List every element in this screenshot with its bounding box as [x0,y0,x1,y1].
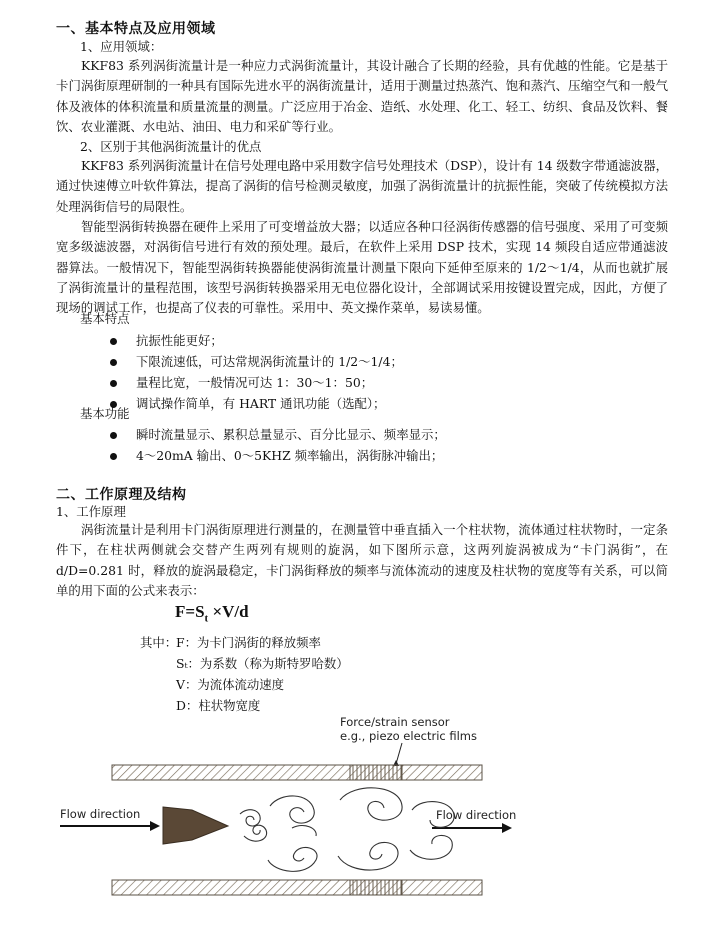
flow-arrow-left-head [150,821,160,831]
strain-sensor-bottom [350,880,402,895]
flow-arrow-right-head [502,823,512,833]
section1-para3: 智能型涡街转换器在硬件上采用了可变增益放大器；以适应各种口径涡街传感器的信号强度、采用了可变频宽多级滤波器，对涡街信号进行有效的预处理。最后，在软件上采用 DSP 技术，实现 14 频段自适应带通滤波器算法。一般情况下，智能型涡街转换器能使涡街流量计测量下限向下延伸至原来的 1/2～1/4，从而也就扩展了涡街流量计的量程范围，该型号涡街转换器采用无电位器化设计，全部调试采用按键设置完成，因此，方便了现场的调试工作，也提高了仪表的可靠性。采用中、英文操作菜单，易读易懂。 [56,219,668,316]
section1-para2: KKF83 系列涡街流量计在信号处理电路中采用数字信号处理技术（DSP），设计有 14 级数字带通滤波器，通过快速傅立叶软件算法，提高了涡街的信号检测灵敏度，加强了涡街流量计的抗振性能，突破了传统模拟方法处理涡街信号的局限性。 [56,158,668,214]
section1-para1: KKF83 系列涡街流量计是一种应力式涡街流量计，其设计融合了长期的经验，具有优越的性能。它是基于卡门涡街原理研制的一种具有国际先进水平的涡街流量计，适用于测量过热蒸汽、饱和蒸汽、压缩空气和一般气体及液体的体积流量和质量流量的测量。广泛应用于冶金、造纸、水处理、化工、轻工、纺织、食品及饮料、餐饮、农业灌溉、水电站、油田、电力和采矿等行业。 [56,58,668,134]
vortex [270,796,314,823]
section2-title: 二、工作原理及结构 [56,487,187,503]
bullet-icon [110,453,117,460]
section2-sub1: 1、工作原理 [56,504,126,519]
sensor-pointer [396,743,402,764]
vortex [240,810,260,826]
bullet-icon [110,380,117,387]
formula: $F=S_t \times V/d$ [175,602,249,625]
section2-para1: 涡街流量计是利用卡门涡街原理进行测量的，在测量管中垂直插入一个柱状物，流体通过柱状物时，一定条件下，在柱状两侧就会交替产生两列有规则的旋涡，如下图所示意，这两列旋涡被成为“卡门涡街”，在 d/D=0.281 时，释放的旋涡最稳定，卡门涡街释放的频率与流体流动的速度及柱状物的宽度等有关系，可以简单的用下面的公式来表示： [56,522,668,598]
definition-f: F：为卡门涡街的释放频率 [176,635,321,650]
karman-vortex-diagram [0,710,710,932]
vortex [268,847,317,871]
features-title: 基本特点 [80,311,130,326]
pipe-wall-top [112,765,482,780]
definition-st: Sₜ：为系数（称为斯特罗哈数） [176,656,349,671]
bullet-icon [110,432,117,439]
bullet-icon [110,359,117,366]
section1-sub1: 1、应用领域： [80,39,163,54]
vortex-street [240,788,454,872]
document-page: 一、基本特点及应用领域 1、应用领域： KKF83 系列涡街流量计是一种应力式涡街流量计，其设计融合了长期的经验，具有优越的性能。它是基于卡门涡街原理研制的一种具有国际先进水平的涡街流量计，适用于测量过热蒸汽、饱和蒸汽、压缩空气和一般气体及液体的体积流量和质量流量的测量。广泛应用于冶金、造纸、水处理、化工、轻工、纺织、食品及饮料、餐饮、农业灌溉、水电站、油田、电力和采矿等行业。 2、区别于其他涡街流量计的优点 KKF83 系列涡街流量计在信号处理电路中采用数字信号处理技术（DSP），设计有 14 级数字带通滤波器，通过快速傅立叶软件算法，提高了涡街的信号检测灵敏度，加强了涡街流量计的抗振性能，突破了传统模拟方法处理涡街信号的局限性。 智能型涡街转换器在硬件上采用了可变增益放大器；以适应各种口径涡街传感器的信号强度、采用了可变频宽多级滤波器，对涡街信号进行有效的预处理。最后，在软件上采用 DSP 技术，实现 14 频段自适应带通滤波器算法。一般情况下，智能型涡街转换器能使涡街流量计测量下限向下延伸至原来的 1/2～1/4，从而也就扩展了涡街流量计的量程范围，该型号涡街转换器采用无电位器化设计，全部调试采用按键设置完成，因此，方便了现场的调试工作，也提高了仪表的可靠性。采用中、英文操作菜单，易读易懂。 基本特点 抗振性能更好； 下限流速低，可达常规涡街流量计的 1/2～1/4； 量程比宽，一般情况可达 1：30～1：50； 调试操作简单，有 HART 通讯功能（选配）； 基本功能 瞬时流量显示、累积总量显示、百分比显示、频率显示； 4～20mA 输出、0～5KHZ 频率输出，涡街脉冲输出； 二、工作原理及结构 1、工作原理 涡街流量计是利用卡门涡街原理进行测量的，在测量管中垂直插入一个柱状物，流体通过柱状物时，一定条件下，在柱状两侧就会交替产生两列有规则的旋涡，如下图所示意，这两列旋涡被成为“卡门涡街”，在 d/D=0.281 时，释放的旋涡最稳定，卡门涡街释放的频率与流体流动的速度及柱状物的宽度等有关系，可以简单的用下面的公式来表示： $F=S_t \times V/d$ 其中： F：为卡门涡街的释放频率 Sₜ：为系数（称为斯特罗哈数） V：为流体流动速度 D：柱状物宽度 Force/strain sensor e.g., piezo electric films Flow direction Flow direction [0,0,710,932]
where-prefix: 其中： [140,635,178,650]
vortex [244,825,267,841]
vortex [292,826,316,836]
flow-label-right: Flow direction [436,808,517,822]
sensor-label-line2: e.g., piezo electric films [340,729,478,743]
section1-sub2: 2、区别于其他涡街流量计的优点 [80,139,262,154]
definition-d: D：柱状物宽度 [176,698,261,713]
bullet-icon [110,338,117,345]
flow-label-left: Flow direction [60,807,141,821]
vortex [410,835,452,859]
functions-title: 基本功能 [80,406,130,421]
vortex [340,788,402,820]
strain-sensor-top [350,765,402,780]
pipe-wall-bottom [112,880,482,895]
sensor-label-line1: Force/strain sensor [340,715,450,729]
definition-v: V：为流体流动速度 [176,677,285,692]
vortex [338,842,398,870]
bluff-body [163,807,228,844]
section1-title: 一、基本特点及应用领域 [56,21,216,37]
